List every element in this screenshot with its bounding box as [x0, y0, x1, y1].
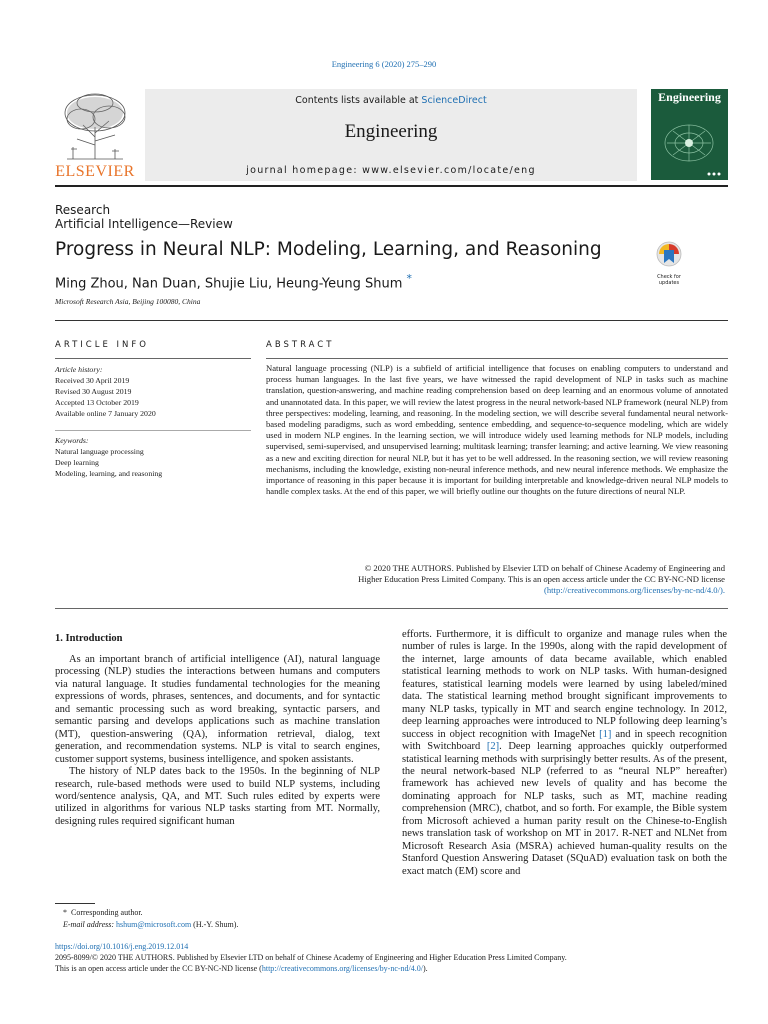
- keyword-item: Deep learning: [55, 458, 99, 467]
- article-info-heading: ARTICLE INFO: [55, 340, 149, 350]
- email-label: E-mail address:: [63, 920, 117, 929]
- elsevier-wordmark[interactable]: ELSEVIER: [55, 163, 135, 180]
- doi-link[interactable]: https://doi.org/10.1016/j.eng.2019.12.014: [55, 942, 189, 951]
- footnote-rule: [55, 903, 95, 904]
- history-revised: Revised 30 August 2019: [55, 387, 132, 396]
- footer-license-suffix: ).: [423, 964, 428, 973]
- journal-name: Engineering: [344, 121, 438, 142]
- author-list: [55, 272, 412, 291]
- reference-link-1[interactable]: [1]: [599, 728, 612, 740]
- body-text: efforts. Furthermore, it is difficult to organize and manage rules when the number of rules is large. In the 1990s, along with the rapid development of the internet, large amounts of data became available, which enabled statistical learning methods to work on NLP tasks. With human-designed features, statistical learning models were learned by using labeled/mined data. The statistical learning method brought significant improvements to many NLP tasks, typically in MT and search engine technology. In 2012, deep learning approaches were introduced to NLP following deep learning’s success in object recognition with ImageNet: [402, 629, 727, 740]
- footnote: [55, 907, 238, 931]
- contents-line: [145, 95, 637, 106]
- section-type: Research: [55, 203, 111, 217]
- copyright-line-1: © 2020 THE AUTHORS. Published by Elsevier LTD on behalf of Chinese Academy of Engineering and: [364, 563, 725, 573]
- footnote-corresponding: [55, 907, 238, 919]
- keywords-list: [55, 446, 162, 479]
- sciencedirect-link[interactable]: ScienceDirect: [421, 95, 487, 106]
- body-column-right: [402, 629, 727, 878]
- reference-link-2[interactable]: [2]: [486, 741, 500, 753]
- email-suffix: (H.-Y. Shum).: [191, 920, 239, 929]
- affiliation: Microsoft Research Asia, Beijing 100080, China: [55, 297, 201, 306]
- body-paragraph: The history of NLP dates back to the 1950s. In the beginning of NLP research, rule-based methods were used to build NLP systems, including word/sentence analysis, QA, and MT. Such rules edited by experts were utilized in algorithms for various NLP tasks starting from MT. Normally, designing rules required significant human: [55, 766, 380, 827]
- footnote-mark: *: [63, 908, 67, 917]
- contents-prefix: Contents lists available at: [295, 95, 422, 106]
- corresponding-author-mark[interactable]: *: [406, 272, 412, 285]
- article-info-rule: [55, 358, 251, 359]
- header-rule: [55, 185, 728, 187]
- abstract-heading: ABSTRACT: [266, 340, 335, 350]
- history-online: Available online 7 January 2020: [55, 409, 156, 418]
- history-label: Article history:: [55, 365, 103, 374]
- body-column-left: [55, 654, 380, 828]
- title-rule: [55, 320, 728, 321]
- authors-text: Ming Zhou, Nan Duan, Shujie Liu, Heung-Yeung Shum: [55, 276, 403, 292]
- history-received: Received 30 April 2019: [55, 376, 130, 385]
- section-heading-introduction: 1. Introduction: [55, 633, 123, 644]
- crossmark-badge[interactable]: [651, 241, 687, 286]
- crossmark-label: Check for updates: [657, 274, 681, 286]
- journal-homepage[interactable]: journal homepage: www.elsevier.com/locate/eng: [246, 165, 536, 176]
- footer-license: [55, 963, 735, 974]
- history-list: [55, 375, 156, 419]
- journal-cover-image[interactable]: [651, 89, 728, 180]
- footer-license-text: This is an open access article under the CC BY-NC-ND license (: [55, 964, 262, 973]
- footnote-corresponding-text: Corresponding author.: [71, 908, 143, 917]
- abstract-copyright: [266, 563, 725, 597]
- page-footer: [55, 941, 735, 974]
- history-accepted: Accepted 13 October 2019: [55, 398, 139, 407]
- journal-reference[interactable]: Engineering 6 (2020) 275–290: [331, 59, 437, 69]
- article-title: Progress in Neural NLP: Modeling, Learning, and Reasoning: [55, 239, 602, 260]
- section-subtype: Artificial Intelligence—Review: [55, 217, 233, 231]
- abstract-text: [266, 363, 728, 497]
- body-paragraph: [402, 629, 727, 878]
- keyword-item: Modeling, learning, and reasoning: [55, 469, 163, 478]
- keywords-label: Keywords:: [55, 436, 89, 445]
- footer-license-link[interactable]: http://creativecommons.org/licenses/by-nc-nd/4.0/: [261, 964, 423, 973]
- abstract-bottom-rule: [55, 608, 728, 609]
- keyword-item: Natural language processing: [55, 447, 144, 456]
- copyright-line-2: Higher Education Press Limited Company. This is an open access article under the CC BY-NC-ND license: [358, 574, 725, 585]
- keywords-rule: [55, 430, 251, 431]
- license-link[interactable]: (http://creativecommons.org/licenses/by-nc-nd/4.0/).: [544, 585, 725, 596]
- body-paragraph: As an important branch of artificial intelligence (AI), natural language processing (NLP) studies the interactions between humans and computers via natural language. It studies fundamental technologies for the meaning expressions of words, phrases, sentences, and documents, and for syntactic and semantic processing such as word breaking, syntactic parsers, and semantic parsing and develops applications such as machine translation (MT), question-answering (QA), information retrieval, dialog, text generation, and recommendation systems. NLP is vital to search engines, customer support systems, business intelligence, and spoken assistants.: [55, 654, 380, 765]
- body-text: . Deep learning approaches quickly outperformed statistical learning methods with surprisingly better results. As of the present, the neural network-based NLP (referred to as “neural NLP” hereafter) framework has achieved new levels of quality and has become the dominating approach for NLP tasks, such as MT, machine reading comprehension (MRC), chatbot, and so forth. For example, the Bible system from Microsoft achieved a human parity result on the Chinese-to-English news translation task of workshop on MT in 2017. R-NET and NLNet from Microsoft Research Asia (MSRA) achieved human-quality results on the Stanford Question Answering Dataset (SQuAD) evaluation task on both the exact match (EM) score and: [402, 741, 727, 877]
- cover-title: Engineering: [658, 90, 721, 104]
- abstract-paragraph: Natural language processing (NLP) is a subfield of artificial intelligence that focuses on enabling computers to understand and process human languages. In the last five years, we have witnessed the rapid development of NLP in tasks such as machine translation, question-answering, and machine reading comprehension based on deep learning and an enormous volume of annotated and unannotated data. In this paper, we will review the latest progress in the neural network-based NLP framework (neural NLP) from three perspectives: modeling, learning, and reasoning. In the modeling section, we will describe several fundamental neural network-based modeling paradigms, such as word embedding, sentence embedding, and sequence-to-sequence modeling, which are widely used in modern NLP engines. In the learning section, we will introduce widely used learning methods for NLP models, including supervised, semi-supervised, and unsupervised learning; multitask learning; transfer learning; and active learning. We view reasoning as a new and exciting direction for neural NLP, but it has yet to be well addressed. In the reasoning section, we will review reasoning mechanisms, including the knowledge, existing non-neural inference methods, and new neural inference methods. We emphasize the importance of reasoning in this paper because it is important for building interpretable and knowledge-driven neural NLP models to handle complex tasks. At the end of this paper, we will briefly outline our thoughts on the future directions of neural NLP.: [266, 363, 728, 497]
- email-link[interactable]: hshum@microsoft.com: [116, 920, 192, 929]
- footer-copyright: 2095-8099/© 2020 THE AUTHORS. Published by Elsevier LTD on behalf of Chinese Academy of Engineering and Higher Education Press Limited Company.: [55, 953, 567, 962]
- body-text: and in speech recognition with Switchboard: [402, 728, 727, 753]
- footnote-email: [55, 919, 238, 931]
- abstract-rule: [266, 358, 728, 359]
